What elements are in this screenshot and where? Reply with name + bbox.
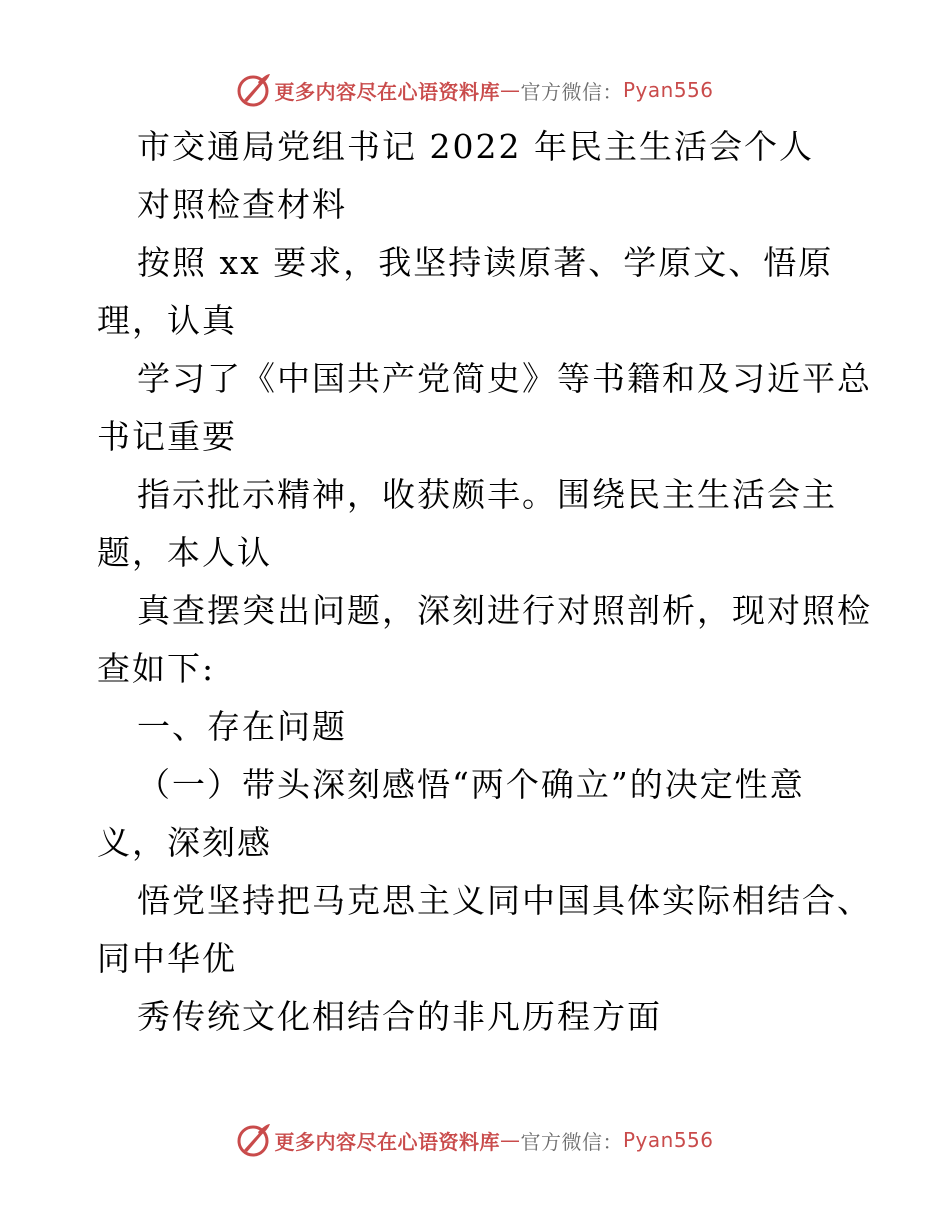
quill-pen-logo-icon [236, 72, 272, 108]
paragraph-line: 书记重要 [97, 417, 237, 456]
banner-wechat-label: 官方微信： [520, 79, 623, 104]
banner-wechat-id: Pyan556 [622, 1128, 714, 1152]
paragraph-line: 按照 xx 要求，我坚持读原著、学原文、悟原 [137, 243, 834, 282]
paragraph-line: 题，本人认 [97, 533, 272, 572]
footer-banner [0, 1120, 950, 1160]
paragraph-line: 秀传统文化相结合的非凡历程方面 [137, 997, 662, 1036]
document-title-line-1: 市交通局党组书记 2022 年民主生活会个人 [137, 127, 814, 166]
subsection-heading-line: （一）带头深刻感悟“两个确立”的决定性意 [137, 765, 805, 804]
paragraph-line: 同中华优 [97, 939, 237, 978]
banner-separator: — [499, 78, 521, 102]
banner-separator: — [499, 1128, 521, 1152]
subsection-heading-line: 义，深刻感 [97, 823, 272, 862]
paragraph-line: 指示批示精神，收获颇丰。围绕民主生活会主 [137, 475, 837, 514]
banner-main-text: 更多内容尽在心语资料库 [274, 1129, 500, 1154]
banner-wechat-id: Pyan556 [622, 78, 714, 102]
paragraph-line: 悟党坚持把马克思主义同中国具体实际相结合、 [137, 881, 872, 920]
paragraph-line: 学习了《中国共产党简史》等书籍和及习近平总 [137, 359, 872, 398]
header-banner [0, 70, 950, 110]
banner-wechat-label: 官方微信： [520, 1129, 623, 1154]
banner-main-text: 更多内容尽在心语资料库 [274, 79, 500, 104]
paragraph-line: 真查摆突出问题，深刻进行对照剖析，现对照检 [137, 591, 872, 630]
quill-pen-logo-icon [236, 1122, 272, 1158]
section-heading: 一、存在问题 [137, 707, 347, 746]
document-title-line-2: 对照检查材料 [137, 185, 347, 224]
paragraph-line: 查如下: [97, 649, 216, 688]
paragraph-line: 理，认真 [97, 301, 237, 340]
